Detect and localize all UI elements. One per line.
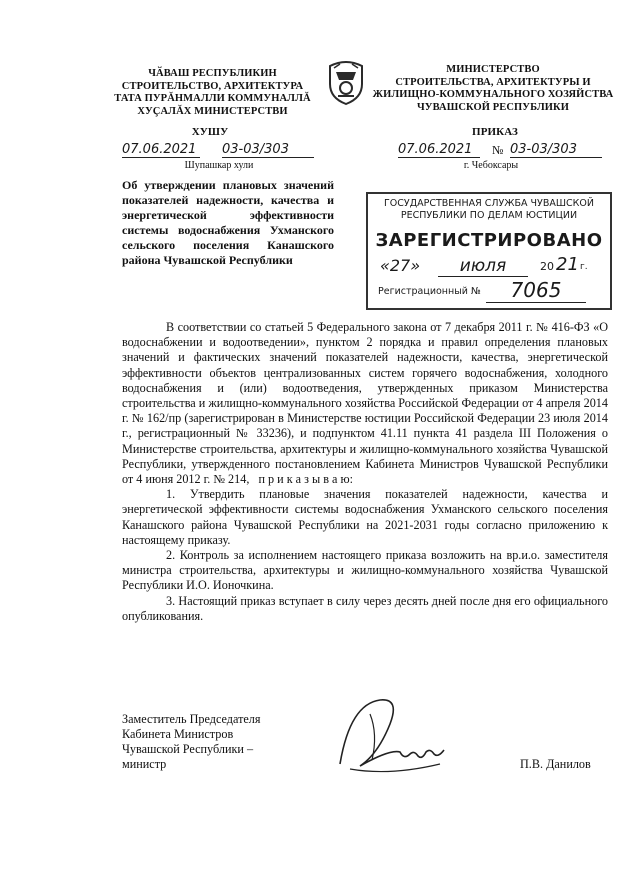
- header-right-date-line: [398, 142, 608, 160]
- document-title: Об утверждении плановых значений показателей надежности, качества и энергетической эффективности системы водоснабжения Ухманского сельского поселения Канашского района Чувашской Республики: [122, 178, 334, 267]
- header-left-line2: СТРОИТЕЛЬСТВО, АРХИТЕКТУРА: [121, 80, 304, 92]
- signatory-name: П.В. Данилов: [520, 757, 591, 771]
- header-right-number-prefix: №: [492, 143, 504, 157]
- header-right-line1: МИНИСТЕРСТВО: [446, 64, 540, 75]
- stamp-reg-number: 7065: [486, 278, 586, 303]
- header-right-doc-type: ПРИКАЗ: [472, 126, 518, 138]
- stamp-year-unit: г.: [580, 262, 588, 272]
- stamp-reg-row: [374, 280, 604, 300]
- stamp-year-suffix: 21: [556, 254, 579, 275]
- stamp-year-prefix: 20: [540, 260, 554, 273]
- signatory-line2: Кабинета Министров: [122, 727, 234, 741]
- header-right-line4: ЧУВАШСКОЙ РЕСПУБЛИКИ: [416, 101, 570, 113]
- registration-stamp: [366, 192, 612, 310]
- order-word: п р и к а з ы в а ю:: [258, 472, 353, 487]
- header-right: [368, 64, 618, 114]
- stamp-registered: ЗАРЕГИСТРИРОВАНО: [375, 230, 603, 251]
- document-body: [122, 320, 608, 624]
- header-left-line1: ЧӐВАШ РЕСПУБЛИКИН: [148, 68, 277, 79]
- header-right-place: г. Чебоксары: [463, 160, 519, 171]
- stamp-date-row: [374, 256, 604, 278]
- signatory-title: [122, 712, 322, 772]
- signatory-line4: министр: [122, 757, 167, 771]
- header-left-doc-type: ХУШУ: [191, 126, 229, 138]
- handwritten-signature: [330, 694, 450, 784]
- stamp-day: «27»: [380, 256, 421, 275]
- stamp-month: июля: [438, 256, 528, 277]
- header-right-line2: СТРОИТЕЛЬСТВА, АРХИТЕКТУРЫ И: [395, 76, 591, 88]
- signatory-line1: Заместитель Председателя: [122, 712, 261, 726]
- paragraph-item-3: 3. Настоящий приказ вступает в силу через десять дней после дня его официального опубликования.: [122, 593, 608, 623]
- emblem-icon: [326, 60, 366, 106]
- stamp-line2: РЕСПУБЛИКИ ПО ДЕЛАМ ЮСТИЦИИ: [400, 210, 578, 221]
- header-left-date-line: [122, 142, 322, 160]
- header-left-number: 03-03/303: [222, 142, 314, 158]
- header-left-line4: ХУҪАЛĂХ МИНИСТЕРСТВИ: [137, 105, 288, 117]
- header-right-number: 03-03/303: [510, 142, 602, 158]
- stamp-reg-label: Регистрационный №: [378, 286, 481, 297]
- header-left: [100, 68, 325, 118]
- header-left-place: Шупашкар хули: [184, 160, 254, 171]
- paragraph-preamble: [122, 320, 608, 487]
- preamble-text: В соответствии со статьей 5 Федерального закона от 7 декабря 2011 г. № 416-ФЗ «О водоснабжении и водоотведении», пунктом 2 порядка и правил определения плановых значений и фактических значений показателей надежности, качества, энергетической эффективности объектов централизованных систем горячего водоснабжения, холодного водоснабжения и (или) водоотведения, утвержденных приказом Министерства строительства и жилищно-коммунального хозяйства Российской Федерации от 4 апреля 2014 г. № 162/пр (зарегистрирован в Министерстве юстиции Российской Федерации 23 июля 2014 г., регистрационный № 33236), и подпунктом 41.11 пункта 41 раздела III Положения о Министерстве строительства, архитектуры и жилищно-коммунального хозяйства Чувашской Республики, утвержденного постановлением Кабинета Министров Чувашской Республики от 4 июня 2012 г. № 214,: [122, 320, 608, 487]
- stamp-line1: ГОСУДАРСТВЕННАЯ СЛУЖБА ЧУВАШСКОЙ: [384, 198, 594, 209]
- paragraph-item-2: 2. Контроль за исполнением настоящего приказа возложить на вр.и.о. заместителя министра строительства, архитектуры и жилищно-коммунального хозяйства Чувашской Республики И.О. Ионочкина.: [122, 548, 608, 593]
- header-right-date: 07.06.2021: [398, 142, 480, 158]
- header-left-date: 07.06.2021: [122, 142, 200, 158]
- header-right-line3: ЖИЛИЩНО-КОММУНАЛЬНОГО ХОЗЯЙСТВА: [372, 89, 614, 100]
- signatory-line3: Чувашской Республики –: [122, 742, 254, 756]
- header-left-line3: ТАТА ПУРĂНМАЛЛИ КОММУНАЛЛĂ: [114, 93, 311, 104]
- paragraph-item-1: 1. Утвердить плановые значения показателей надежности, качества и энергетической эффективности системы водоснабжения Ухманского сельского поселения Канашского района Чувашской Республики на 2021-2031 годы согласно приложению к настоящему приказу.: [122, 487, 608, 547]
